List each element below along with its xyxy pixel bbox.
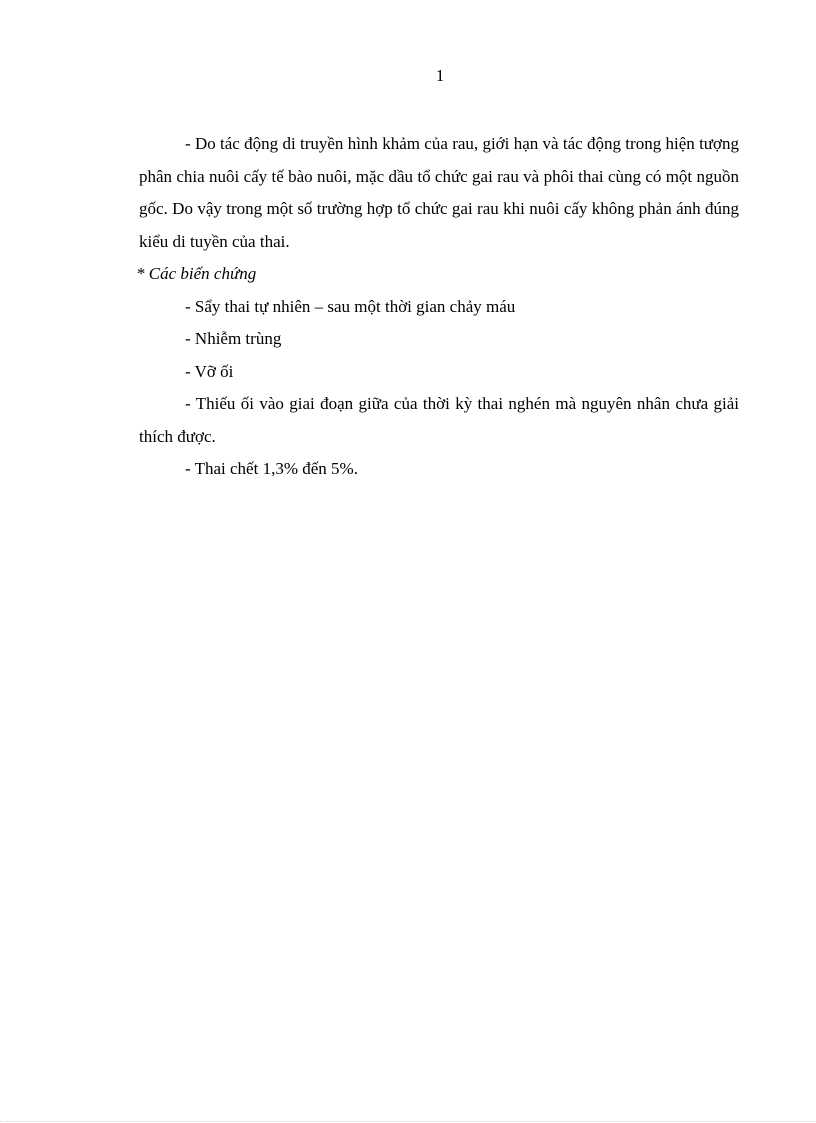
list-item: - Thai chết 1,3% đến 5%. — [185, 459, 358, 478]
list-item: - Thiếu ối vào giai đoạn giữa của thời kỳ thai nghén mà nguyên nhân chưa giải thích được. — [139, 394, 739, 446]
page-bottom-border — [0, 1121, 816, 1122]
document-body — [136, 128, 739, 486]
body-paragraph: - Do tác động di truyền hình khảm của rau, giới hạn và tác động trong hiện tượng phân chia nuôi cấy tế bào nuôi, mặc dầu tổ chức gai rau và phôi thai cùng có một nguồn gốc. Do vậy trong một số trường hợp tổ chức gai rau khi nuôi cấy không phản ánh đúng kiểu di tuyền của thai. — [139, 134, 739, 251]
list-item: - Nhiễm trùng — [185, 329, 282, 348]
section-heading: * Các biến chứng — [136, 264, 257, 283]
list-item: - Sẩy thai tự nhiên – sau một thời gian chảy máu — [185, 296, 516, 316]
list-item: - Vỡ ối — [185, 361, 234, 381]
page-number: 1 — [435, 66, 445, 85]
